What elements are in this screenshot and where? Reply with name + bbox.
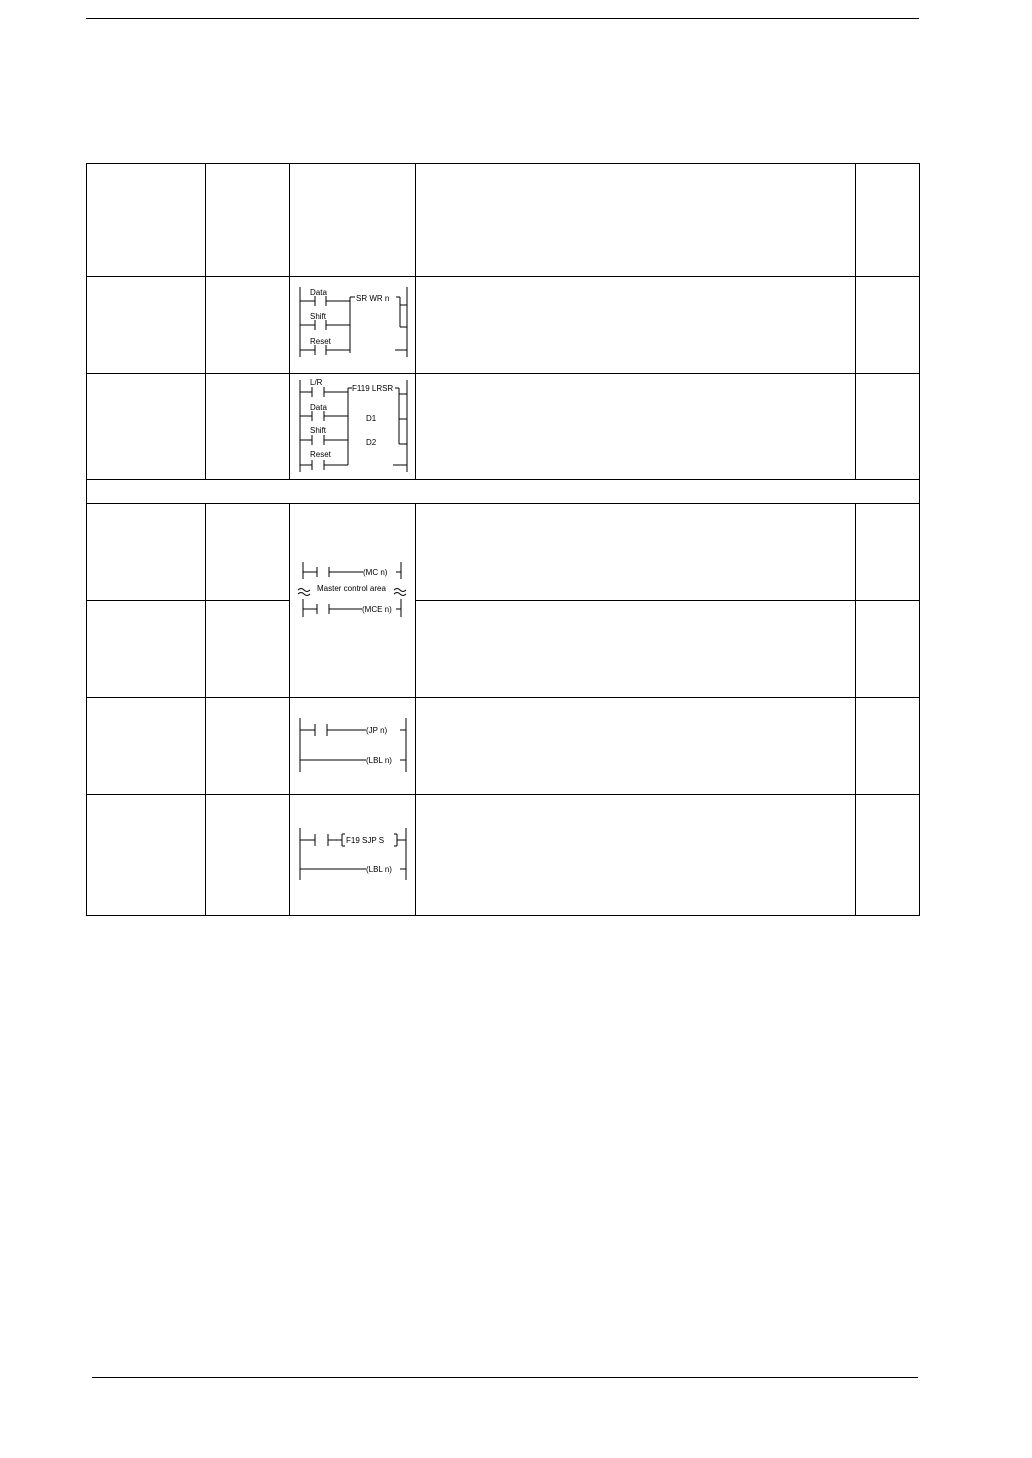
row-divider bbox=[86, 276, 919, 277]
column-divider bbox=[415, 163, 416, 479]
input-label-data: Data bbox=[310, 403, 327, 412]
row-divider bbox=[86, 163, 919, 164]
header-rule bbox=[86, 18, 919, 19]
column-divider bbox=[855, 503, 856, 915]
normally-open-contact-icon bbox=[303, 604, 362, 614]
operand-label-d2: D2 bbox=[366, 438, 377, 447]
label-coil: (LBL n) bbox=[366, 756, 392, 765]
master-control-area-label: Master control area bbox=[317, 584, 386, 593]
row-divider bbox=[86, 697, 919, 698]
row-divider bbox=[86, 794, 919, 795]
row-divider bbox=[86, 503, 919, 504]
column-divider bbox=[415, 503, 416, 915]
normally-open-contact-icon bbox=[300, 834, 342, 846]
section-heading-row bbox=[86, 479, 919, 503]
row-divider bbox=[86, 600, 289, 601]
table-border-right bbox=[919, 163, 920, 915]
label-coil: (LBL n) bbox=[366, 865, 392, 874]
left-right-shift-register-ladder-diagram bbox=[290, 374, 415, 479]
normally-open-contact-icon bbox=[300, 387, 348, 397]
input-label-reset: Reset bbox=[310, 450, 331, 459]
normally-open-contact-icon bbox=[300, 296, 350, 306]
input-label-reset: Reset bbox=[310, 337, 331, 346]
row-divider bbox=[86, 373, 919, 374]
column-divider bbox=[205, 503, 206, 915]
instruction-label: F119 LRSR bbox=[352, 384, 394, 393]
normally-open-contact-icon bbox=[300, 345, 350, 355]
shift-register-ladder-diagram bbox=[290, 277, 415, 373]
input-label-shift: Shift bbox=[310, 312, 327, 321]
normally-open-contact-icon bbox=[300, 435, 348, 445]
subroutine-jump-instruction: F19 SJP S bbox=[346, 836, 385, 845]
operand-label-d1: D1 bbox=[366, 414, 377, 423]
column-divider bbox=[205, 163, 206, 479]
normally-open-contact-icon bbox=[300, 320, 350, 330]
column-divider bbox=[855, 163, 856, 479]
normally-open-contact-icon bbox=[300, 724, 366, 736]
row-divider bbox=[86, 915, 920, 916]
normally-open-contact-icon bbox=[300, 411, 348, 421]
row-divider bbox=[415, 600, 919, 601]
jump-ladder-diagram bbox=[290, 710, 415, 780]
input-label-data: Data bbox=[310, 288, 327, 297]
master-control-start-coil: (MC n) bbox=[363, 568, 388, 577]
master-control-end-coil: (MCE n) bbox=[362, 605, 392, 614]
normally-open-contact-icon bbox=[300, 460, 348, 470]
normally-open-contact-icon bbox=[303, 567, 363, 577]
input-label-shift: Shift bbox=[310, 426, 327, 435]
jump-coil: (JP n) bbox=[366, 726, 388, 735]
subroutine-jump-ladder-diagram bbox=[290, 822, 415, 886]
master-control-ladder-diagram bbox=[290, 555, 415, 625]
instruction-label: SR WR n bbox=[356, 294, 390, 303]
input-label-lr: L/R bbox=[310, 378, 323, 387]
footer-rule bbox=[92, 1377, 918, 1378]
